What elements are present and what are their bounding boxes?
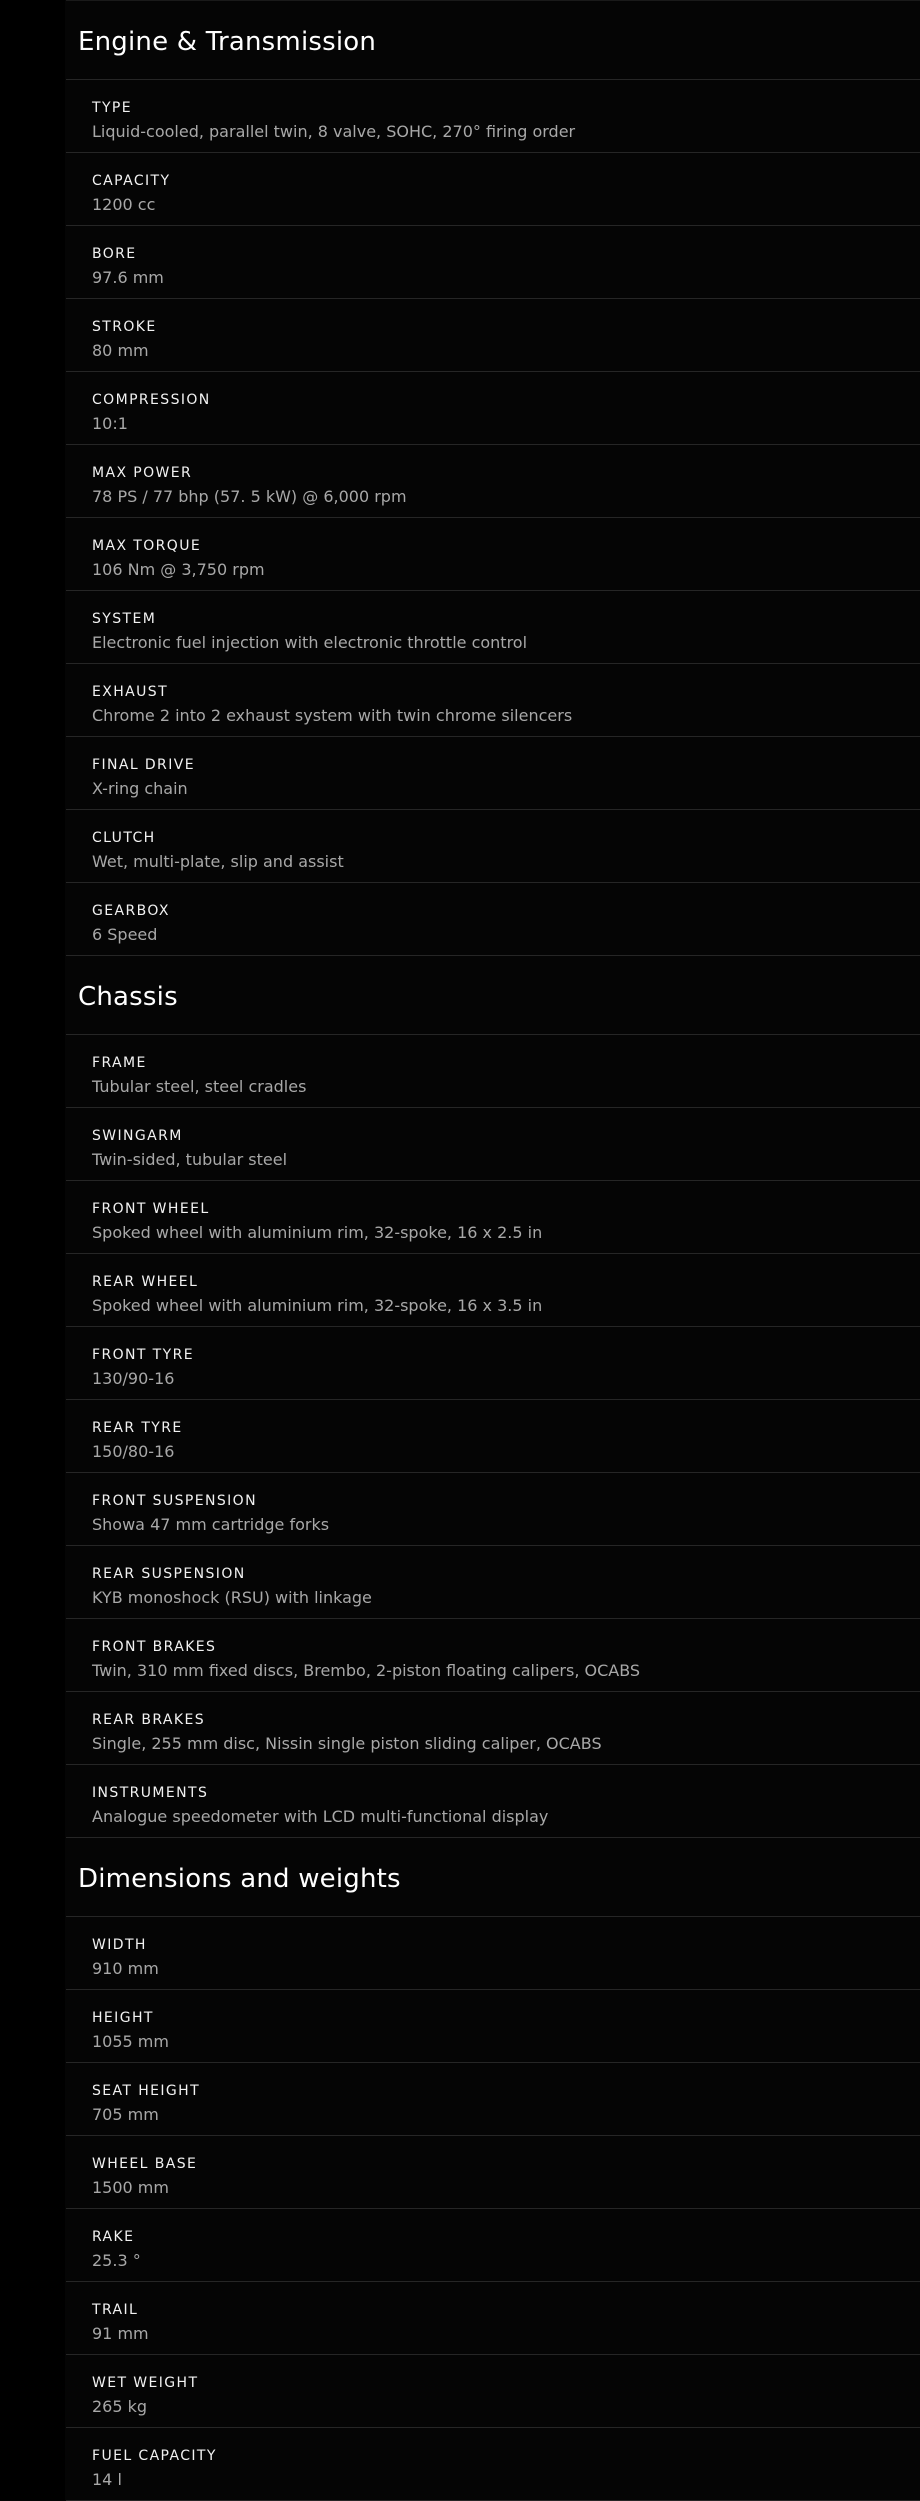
section-title: Dimensions and weights: [78, 1864, 401, 1894]
spec-value: 97.6 mm: [92, 268, 164, 287]
spec-row: [66, 153, 920, 226]
spec-row: [66, 1400, 920, 1473]
spec-row: [66, 1108, 920, 1181]
spec-label: FRONT TYRE: [92, 1347, 194, 1363]
spec-label: WIDTH: [92, 1937, 147, 1953]
spec-value: 1055 mm: [92, 2032, 169, 2051]
spec-value: Analogue speedometer with LCD multi-functional display: [92, 1807, 549, 1826]
left-rail: [0, 0, 65, 2500]
spec-value: Spoked wheel with aluminium rim, 32-spoke, 16 x 3.5 in: [92, 1296, 543, 1315]
spec-label: REAR BRAKES: [92, 1712, 205, 1728]
spec-row: [66, 372, 920, 445]
spec-label: REAR WHEEL: [92, 1274, 199, 1290]
spec-label: RAKE: [92, 2229, 135, 2245]
spec-value: X-ring chain: [92, 779, 188, 798]
spec-row: [66, 299, 920, 372]
spec-label: STROKE: [92, 319, 157, 335]
spec-value: 1200 cc: [92, 195, 156, 214]
section-header: [66, 1838, 920, 1917]
spec-value: 1500 mm: [92, 2178, 169, 2197]
spec-row: [66, 2355, 920, 2428]
spec-value: 265 kg: [92, 2397, 148, 2416]
spec-label: MAX TORQUE: [92, 538, 202, 554]
spec-value: Single, 255 mm disc, Nissin single piston sliding caliper, OCABS: [92, 1734, 602, 1753]
spec-label: CAPACITY: [92, 173, 171, 189]
spec-label: FINAL DRIVE: [92, 757, 195, 773]
spec-label: FRONT SUSPENSION: [92, 1493, 257, 1509]
spec-value: Twin-sided, tubular steel: [92, 1150, 288, 1169]
spec-label: CLUTCH: [92, 830, 156, 846]
spec-value: Tubular steel, steel cradles: [92, 1077, 307, 1096]
spec-row: [66, 1692, 920, 1765]
spec-row: [66, 2428, 920, 2501]
spec-value: 91 mm: [92, 2324, 149, 2343]
spec-row: [66, 1990, 920, 2063]
spec-label: FRONT BRAKES: [92, 1639, 217, 1655]
spec-value: 705 mm: [92, 2105, 159, 2124]
spec-row: [66, 445, 920, 518]
spec-row: [66, 1181, 920, 1254]
spec-row: [66, 664, 920, 737]
spec-label: WET WEIGHT: [92, 2375, 199, 2391]
spec-value: KYB monoshock (RSU) with linkage: [92, 1588, 372, 1607]
spec-label: GEARBOX: [92, 903, 170, 919]
spec-value: 910 mm: [92, 1959, 159, 1978]
spec-row: [66, 1619, 920, 1692]
spec-row: [66, 2136, 920, 2209]
spec-label: SWINGARM: [92, 1128, 183, 1144]
section-title: Engine & Transmission: [78, 27, 377, 57]
spec-value: 25.3 °: [92, 2251, 141, 2270]
spec-row: [66, 1917, 920, 1990]
spec-label: BORE: [92, 246, 137, 262]
spec-row: [66, 80, 920, 153]
spec-value: Liquid-cooled, parallel twin, 8 valve, SOHC, 270° firing order: [92, 122, 576, 141]
spec-row: [66, 2063, 920, 2136]
spec-value: Electronic fuel injection with electronic throttle control: [92, 633, 528, 652]
spec-label: REAR SUSPENSION: [92, 1566, 246, 1582]
spec-row: [66, 1254, 920, 1327]
spec-label: WHEEL BASE: [92, 2156, 198, 2172]
spec-value: 106 Nm @ 3,750 rpm: [92, 560, 265, 579]
spec-label: FRONT WHEEL: [92, 1201, 210, 1217]
spec-label: FRAME: [92, 1055, 147, 1071]
spec-label: REAR TYRE: [92, 1420, 183, 1436]
spec-value: 78 PS / 77 bhp (57. 5 kW) @ 6,000 rpm: [92, 487, 407, 506]
spec-value: 130/90-16: [92, 1369, 175, 1388]
spec-row: [66, 518, 920, 591]
spec-row: [66, 1473, 920, 1546]
spec-label: EXHAUST: [92, 684, 169, 700]
spec-row: [66, 810, 920, 883]
spec-value: Wet, multi-plate, slip and assist: [92, 852, 344, 871]
spec-label: COMPRESSION: [92, 392, 211, 408]
spec-label: TYPE: [92, 100, 132, 116]
spec-row: [66, 1546, 920, 1619]
spec-value: Showa 47 mm cartridge forks: [92, 1515, 330, 1534]
spec-value: 150/80-16: [92, 1442, 175, 1461]
spec-content: [66, 0, 920, 2501]
spec-row: [66, 2282, 920, 2355]
spec-value: Chrome 2 into 2 exhaust system with twin chrome silencers: [92, 706, 573, 725]
spec-row: [66, 591, 920, 664]
spec-row: [66, 2209, 920, 2282]
spec-row: [66, 1035, 920, 1108]
spec-label: INSTRUMENTS: [92, 1785, 209, 1801]
spec-row: [66, 1327, 920, 1400]
spec-value: 10:1: [92, 414, 128, 433]
spec-value: Twin, 310 mm fixed discs, Brembo, 2-piston floating calipers, OCABS: [92, 1661, 641, 1680]
spec-label: HEIGHT: [92, 2010, 154, 2026]
spec-row: [66, 226, 920, 299]
spec-value: 14 l: [92, 2470, 122, 2489]
spec-label: MAX POWER: [92, 465, 193, 481]
spec-value: Spoked wheel with aluminium rim, 32-spoke, 16 x 2.5 in: [92, 1223, 543, 1242]
spec-label: TRAIL: [92, 2302, 139, 2318]
spec-label: SYSTEM: [92, 611, 157, 627]
spec-label: SEAT HEIGHT: [92, 2083, 201, 2099]
spec-value: 80 mm: [92, 341, 149, 360]
spec-value: 6 Speed: [92, 925, 158, 944]
section-header: [66, 956, 920, 1035]
spec-row: [66, 883, 920, 956]
spec-row: [66, 1765, 920, 1838]
section-header: [66, 1, 920, 80]
section-title: Chassis: [78, 982, 178, 1012]
spec-row: [66, 737, 920, 810]
spec-label: FUEL CAPACITY: [92, 2448, 217, 2464]
